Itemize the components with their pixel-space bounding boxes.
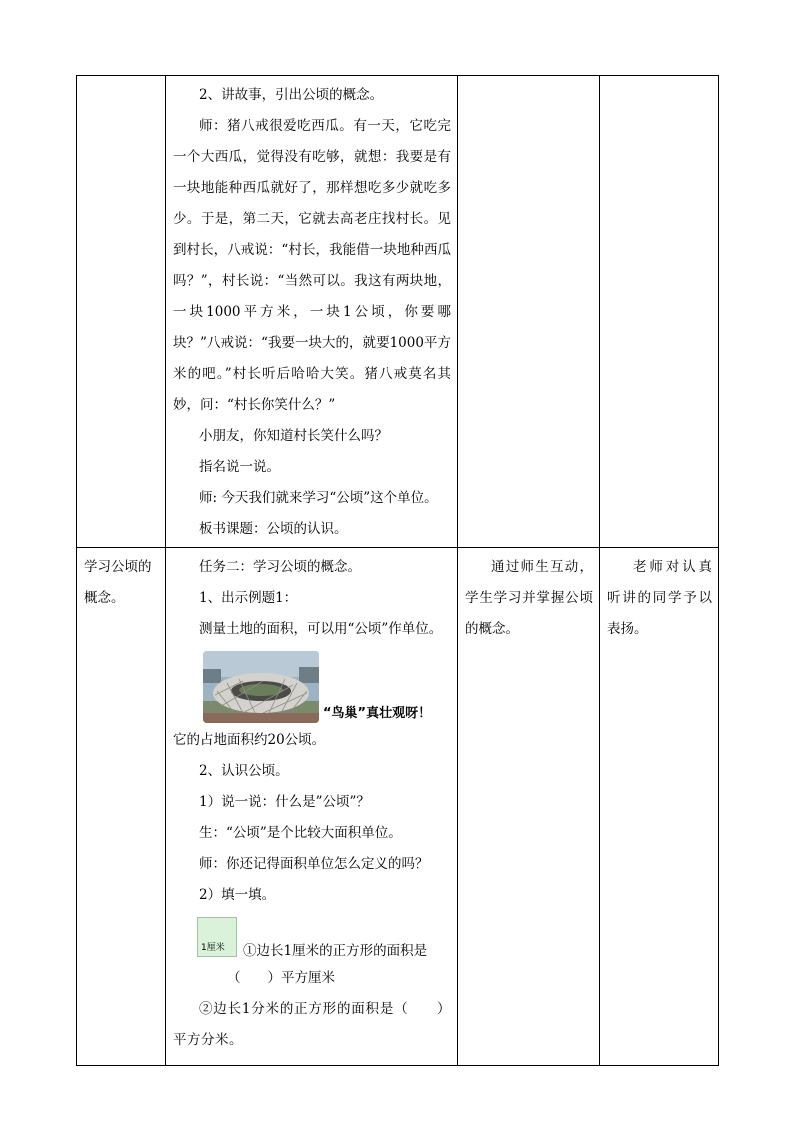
know-heading: 2、认识公顷。 [199, 763, 289, 779]
row1-stage-cell [77, 76, 166, 548]
evaluation-text: 老师对认真听讲的同学予以表扬。 [607, 559, 712, 637]
purpose-text: 通过师生互动，学生学习并掌握公顷的概念。 [465, 559, 593, 637]
lesson-plan-table [76, 75, 719, 1066]
example-heading: 1、出示例题1： [199, 590, 298, 606]
student-answer: 生：“公顷”是个比较大面积单位。 [199, 825, 402, 841]
square-label: 1厘米 [201, 943, 225, 953]
example-text: 测量土地的面积，可以用“公顷”作单位。 [199, 621, 443, 637]
one-cm-square [197, 917, 237, 957]
task-heading: 任务二：学习公顷的概念。 [199, 559, 361, 575]
row2-stage-cell [77, 548, 166, 1066]
row1-activity-cell [166, 76, 458, 548]
stage-label: 学习公顷的概念。 [84, 559, 152, 606]
row2-purpose-cell [458, 548, 600, 1066]
table-row-concept [77, 548, 719, 1066]
area-text: 它的占地面积约20公顷。 [173, 732, 326, 748]
table-row-story [77, 76, 719, 548]
birds-nest-stadium-image [203, 651, 319, 723]
row2-activity-cell [166, 548, 458, 1066]
stadium-caption: “鸟巢”真壮观呀！ [323, 706, 432, 721]
row2-evaluation-cell [600, 548, 719, 1066]
story-heading: 2、讲故事，引出公顷的概念。 [199, 87, 384, 103]
fill-item-2: ②边长1分米的正方形的面积是（ ）平方分米。 [173, 1001, 451, 1048]
question-text: 小朋友，你知道村长笑什么吗？ [199, 428, 388, 444]
teacher-question: 师：你还记得面积单位怎么定义的吗？ [199, 856, 429, 872]
row1-purpose-cell [458, 76, 600, 548]
fill-item-1-blank: （ ）平方厘米 [227, 970, 335, 986]
question-1: 1）说一说：什么是”公顷”？ [199, 794, 370, 810]
board-title-text: 板书课题：公顷的认识。 [199, 521, 348, 537]
fill-heading: 2）填一填。 [199, 887, 276, 903]
instruction-text: 指名说一说。 [199, 459, 280, 475]
teacher-intro-text: 师: 今天我们就来学习“公顷”这个单位。 [199, 490, 438, 506]
row1-evaluation-cell [600, 76, 719, 548]
fill-item-1: ①边长1厘米的正方形的面积是 [243, 943, 428, 959]
story-text: 师：猪八戒很爱吃西瓜。有一天，它吃完一个大西瓜，觉得没有吃够，就想：我要是有一块地能种西瓜就好了，那样想吃多少就吃多少。于是，第二天，它就去高老庄找村长。见到村长，八戒说：“村长，我能借一块地种西瓜吗？”，村长说：“当然可以。我这有两块地，一块1000平方米，一块1公顷，你要哪块？”八戒说：“我要一块大的，就要1000平方米的吧。”村长听后哈哈大笑。猪八戒莫名其妙，问：“村长你笑什么？” [173, 118, 451, 413]
